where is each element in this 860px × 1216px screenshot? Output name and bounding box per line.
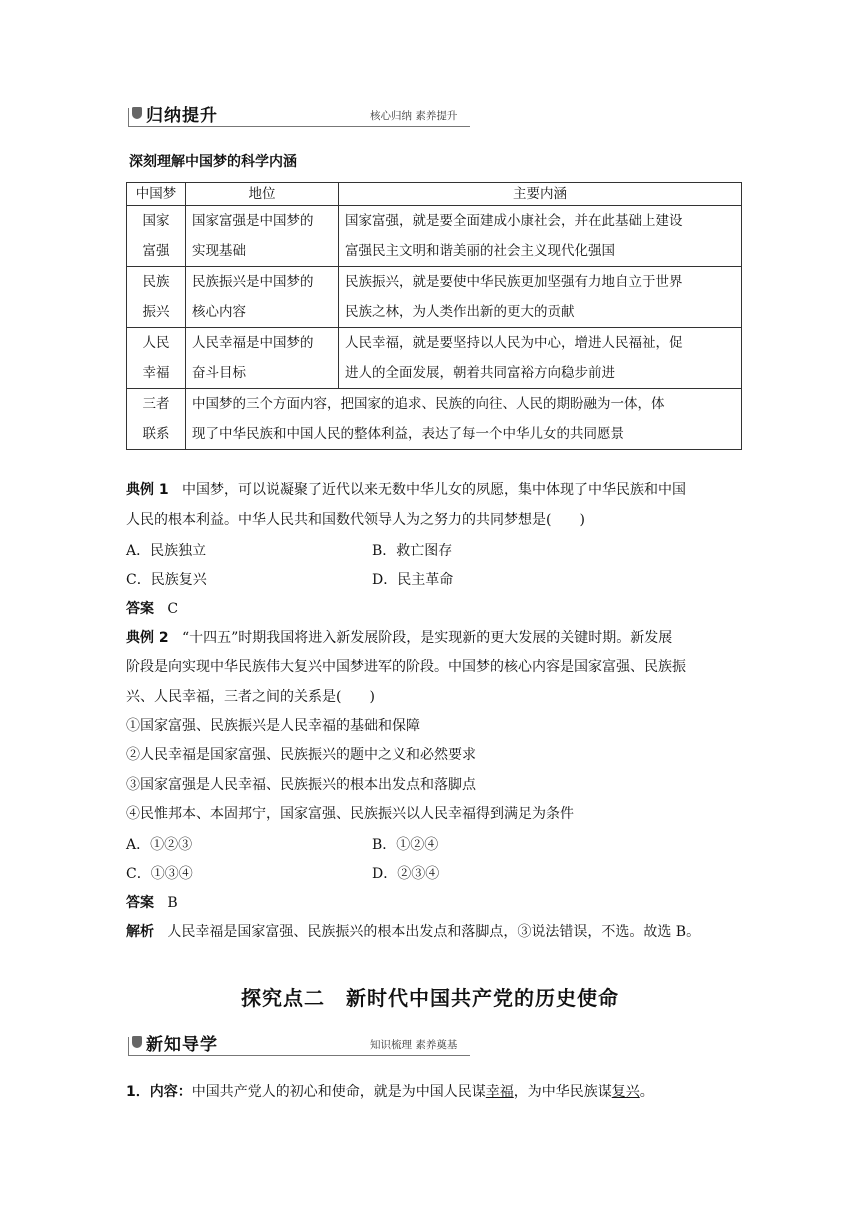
- example-2-line3: 兴、人民幸福，三者之间的关系是( ): [126, 689, 375, 705]
- example-1-line1: 典例 1 中国梦，可以说凝聚了近代以来无数中华儿女的夙愿，集中体现了中华民族和中国: [126, 482, 686, 498]
- example-2-line1: 典例 2 “十四五”时期我国将进入新发展阶段，是实现新的更大发展的关键时期。新发展: [126, 630, 673, 646]
- table-header-row: [127, 183, 742, 206]
- table-cell: 民族振兴是中国梦的 核心内容: [186, 267, 339, 328]
- table-cell: 三者 联系: [127, 389, 186, 450]
- table-cell: 民族 振兴: [127, 267, 186, 328]
- section-header-new-knowledge: [126, 1033, 470, 1055]
- table-cell: 中国梦的三个方面内容，把国家的追求、民族的向往、人民的期盼融为一体，体 现了中华民族和中国人民的整体利益，表达了每一个中华儿女的共同愿景: [186, 389, 742, 450]
- chinese-dream-table: [126, 182, 742, 450]
- option-d: D．②③④: [372, 866, 440, 882]
- option-c: C．民族复兴: [126, 572, 207, 588]
- section-title: 新知导学: [146, 1035, 218, 1055]
- table-caption: 深刻理解中国梦的科学内涵: [129, 154, 297, 170]
- header-divider: [128, 1037, 129, 1056]
- header-rule: [128, 126, 470, 127]
- statement-3: ③国家富强是人民幸福、民族振兴的根本出发点和落脚点: [126, 777, 476, 793]
- option-a: A．民族独立: [126, 543, 207, 559]
- underlined-term: 幸福: [485, 1084, 514, 1100]
- bookmark-icon: [132, 107, 142, 119]
- table-cell: 国家 富强: [127, 206, 186, 267]
- content-item-1: 1．内容：中国共产党人的初心和使命，就是为中国人民谋幸福，为中华民族谋复兴。: [126, 1084, 654, 1100]
- table-row: [127, 267, 742, 328]
- answer-1: 答案 C: [126, 601, 179, 617]
- header-rule: [128, 1055, 470, 1056]
- explanation-2: 解析 人民幸福是国家富强、民族振兴的根本出发点和落脚点，③说法错误，不选。故选 B。: [126, 924, 701, 940]
- statement-1: ①国家富强、民族振兴是人民幸福的基础和保障: [126, 718, 420, 734]
- table-cell: 国家富强是中国梦的 实现基础: [186, 206, 339, 267]
- table-row: [127, 389, 742, 450]
- table-cell: 国家富强，就是要全面建成小康社会，并在此基础上建设 富强民主文明和谐美丽的社会主义现代化强国: [339, 206, 742, 267]
- table-cell: 人民幸福，就是要坚持以人民为中心，增进人民福祉，促 进人的全面发展，朝着共同富裕方向稳步前进: [339, 328, 742, 389]
- table-cell: 民族振兴，就是要使中华民族更加坚强有力地自立于世界 民族之林，为人类作出新的更大的贡献: [339, 267, 742, 328]
- table-cell: 人民幸福是中国梦的 奋斗目标: [186, 328, 339, 389]
- option-b: B．①②④: [372, 837, 439, 853]
- table-cell: 人民 幸福: [127, 328, 186, 389]
- statement-2: ②人民幸福是国家富强、民族振兴的题中之义和必然要求: [126, 747, 476, 763]
- section-header-summary: [126, 104, 470, 126]
- inquiry-title: 探究点二 新时代中国共产党的历史使命: [241, 986, 619, 1010]
- option-a: A．①②③: [126, 837, 193, 853]
- header-cell: 主要内涵: [339, 183, 742, 206]
- header-cell: 中国梦: [127, 183, 186, 206]
- statement-4: ④民惟邦本、本固邦宁，国家富强、民族振兴以人民幸福得到满足为条件: [126, 806, 574, 822]
- option-d: D．民主革命: [372, 572, 454, 588]
- section-subtitle: 核心归纳 素养提升: [370, 110, 458, 122]
- underlined-term: 复兴: [611, 1084, 640, 1100]
- section-title: 归纳提升: [146, 106, 218, 126]
- header-cell: 地位: [186, 183, 339, 206]
- header-divider: [128, 108, 129, 127]
- table-row: [127, 206, 742, 267]
- option-c: C．①③④: [126, 866, 193, 882]
- bookmark-icon: [132, 1036, 142, 1048]
- example-2-line2: 阶段是向实现中华民族伟大复兴中国梦进军的阶段。中国梦的核心内容是国家富强、民族振: [126, 659, 686, 675]
- table-row: [127, 328, 742, 389]
- answer-2: 答案 B: [126, 895, 178, 911]
- section-subtitle: 知识梳理 素养奠基: [370, 1039, 458, 1051]
- option-b: B．救亡图存: [372, 543, 453, 559]
- example-1-line2: 人民的根本利益。中华人民共和国数代领导人为之努力的共同梦想是( ): [126, 512, 585, 528]
